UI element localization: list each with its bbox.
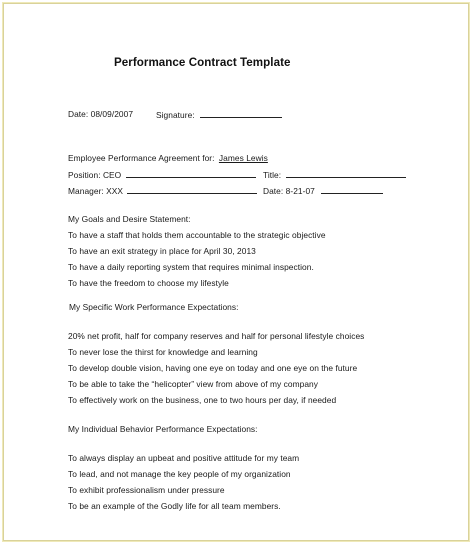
list-item: To be an example of the Godly life for all team members. bbox=[68, 501, 281, 511]
title-line bbox=[286, 169, 406, 178]
list-item: To lead, and not manage the key people of my organization bbox=[68, 469, 291, 479]
list-item: To have the freedom to choose my lifestyle bbox=[68, 278, 229, 288]
manager-label: Manager: XXX bbox=[68, 186, 124, 196]
title-label: Title: bbox=[263, 170, 282, 180]
list-item: To be able to take the “helicopter” view from above of my company bbox=[68, 379, 318, 389]
manager-field bbox=[68, 185, 257, 196]
agreement-label: Employee Performance Agreement for: bbox=[68, 153, 215, 163]
list-item: To have a daily reporting system that requires minimal inspection. bbox=[68, 262, 314, 272]
signature-line bbox=[200, 109, 282, 118]
date-label: Date: 08/09/2007 bbox=[68, 109, 134, 119]
manager-line bbox=[127, 185, 257, 194]
manager-date-line bbox=[321, 185, 383, 194]
list-item: 20% net profit, half for company reserves and half for personal lifestyle choices bbox=[68, 331, 365, 341]
date-field bbox=[68, 109, 133, 119]
title-field bbox=[263, 169, 406, 180]
work-expectations-heading: My Specific Work Performance Expectations: bbox=[69, 302, 239, 312]
agreement-field bbox=[68, 153, 268, 163]
position-label: Position: CEO bbox=[68, 170, 122, 180]
list-item: To never lose the thirst for knowledge and learning bbox=[68, 347, 258, 357]
document-page bbox=[3, 3, 469, 541]
signature-label: Signature: bbox=[156, 110, 195, 120]
goals-heading: My Goals and Desire Statement: bbox=[68, 214, 191, 224]
position-field bbox=[68, 169, 256, 180]
list-item: To exhibit professionalism under pressure bbox=[68, 485, 225, 495]
manager-date-label: Date: 8-21-07 bbox=[263, 186, 315, 196]
behavior-expectations-heading: My Individual Behavior Performance Expectations: bbox=[68, 424, 258, 434]
signature-field bbox=[156, 109, 282, 120]
employee-name: James Lewis bbox=[218, 153, 268, 163]
list-item: To have a staff that holds them accountable to the strategic objective bbox=[68, 230, 326, 240]
list-item: To have an exit strategy in place for April 30, 2013 bbox=[68, 246, 256, 256]
list-item: To develop double vision, having one eye on today and one eye on the future bbox=[68, 363, 358, 373]
list-item: To always display an upbeat and positive attitude for my team bbox=[68, 453, 300, 463]
document-title: Performance Contract Template bbox=[114, 56, 291, 69]
manager-date-field bbox=[263, 185, 383, 196]
list-item: To effectively work on the business, one to two hours per day, if needed bbox=[68, 395, 337, 405]
position-line bbox=[126, 169, 256, 178]
